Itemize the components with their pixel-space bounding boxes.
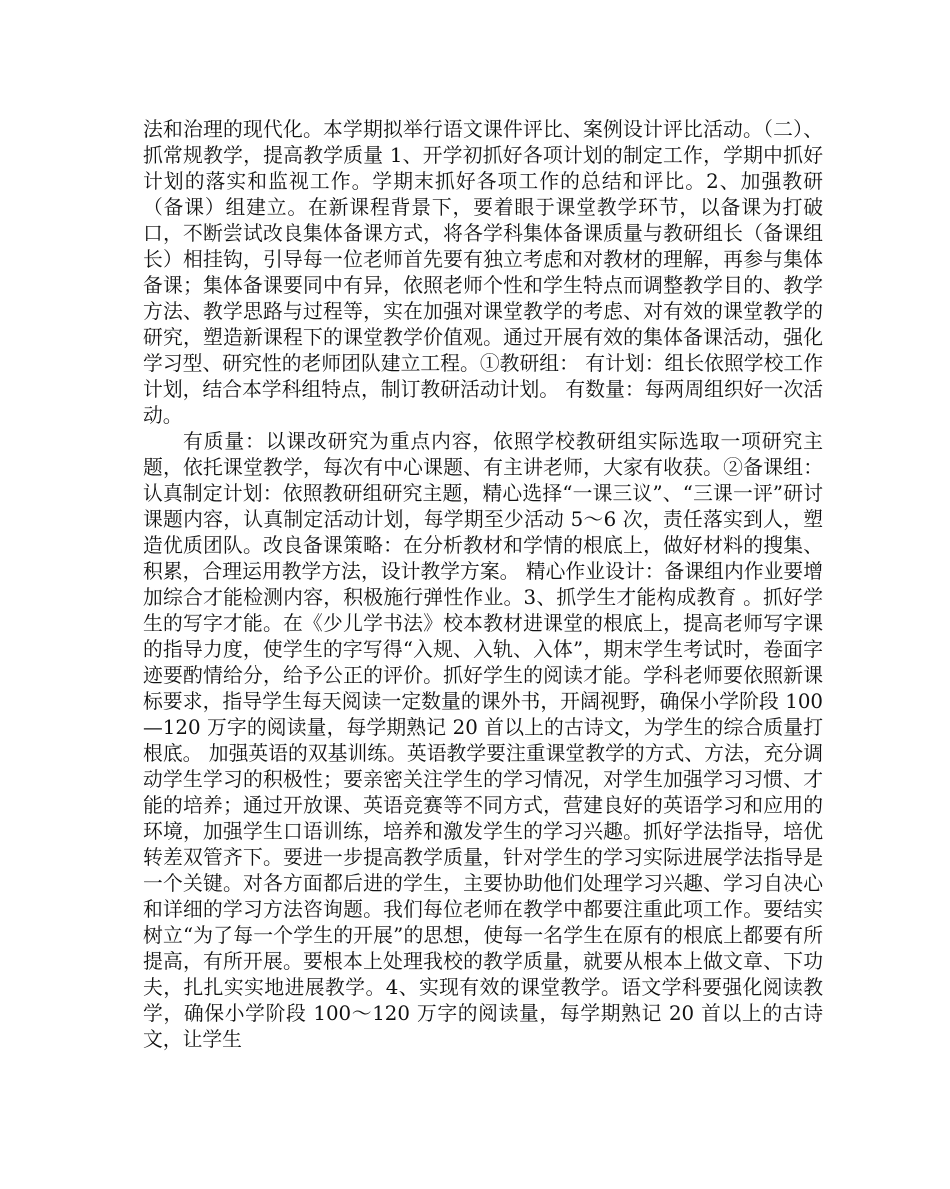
paragraph-2: 有质量：以课改研究为重点内容，依照学校教研组实际选取一项研究主题，依托课堂教学，每次有中心课题、有主讲老师，大家有收获。②备课组： 认真制定计划：依照教研组研究主题，精心选择“一课三议”、“三课一评”研讨课题内容，认真制定活动计划，每学期至少活动 5～6 次，责任落实到人，塑造优质团队。改良备课策略：在分析教材和学情的根底上，做好材料的搜集、积累，合理运用教学方法，设计教学方案。 精心作业设计：备课组内作业要增加综合才能检测内容，积极施行弹性作业。3、抓学生才能构成教育 。抓好学生的写字才能。在《少儿学书法》校本教材进课堂的根底上，提高老师写字课的指导力度，使学生的字写得“入规、入轨、入体”，期末学生考试时，卷面字迹要酌情给分，给予公正的评价。抓好学生的阅读才能。学科老师要依照新课标要求，指导学生每天阅读一定数量的课外书，开阔视野，确保小学阶段 100—120 万字的阅读量，每学期熟记 20 首以上的古诗文，为学生的综合质量打根底。 加强英语的双基训练。英语教学要注重课堂教学的方式、方法，充分调动学生学习的积极性；要亲密关注学生的学习情况，对学生加强学习习惯、才能的培养；通过开放课、英语竞赛等不同方式，营建良好的英语学习和应用的环境，加强学生口语训练，培养和激发学生的学习兴趣。抓好学法指导，培优转差双管齐下。要进一步提高教学质量，针对学生的学习实际进展学法指导是一个关键。对各方面都后进的学生，主要协助他们处理学习兴趣、学习自决心和详细的学习方法咨询题。我们每位老师在教学中都要注重此项工作。要结实树立“为了每一个学生的开展”的思想，使每一名学生在原有的根底上都要有所提高，有所开展。要根本上处理我校的教学质量，就要从根本上做文章、下功夫，扎扎实实地进展教学。4、实现有效的课堂教学。语文学科要强化阅读教学，确保小学阶段 100～120 万字的阅读量，每学期熟记 20 首以上的古诗文，让学生 xyxy=(143,430,823,1051)
document-page xyxy=(143,117,823,1053)
paragraph-1: 法和治理的现代化。本学期拟举行语文课件评比、案例设计评比活动。（二）、抓常规教学，提高教学质量 1、开学初抓好各项计划的制定工作，学期中抓好计划的落实和监视工作。学期末抓好各项工作的总结和评比。2、加强教研（备课）组建立。在新课程背景下，要着眼于课堂教学环节，以备课为打破口，不断尝试改良集体备课方式，将各学科集体备课质量与教研组长（备课组长）相挂钩，引导每一位老师首先要有独立考虑和对教材的理解，再参与集体备课；集体备课要同中有异，依照老师个性和学生特点而调整教学目的、教学方法、教学思路与过程等，实在加强对课堂教学的考虑、对有效的课堂教学的研究，塑造新课程下的课堂教学价值观。通过开展有效的集体备课活动，强化学习型、研究性的老师团队建立工程。①教研组： 有计划：组长依照学校工作计划，结合本学科组特点，制订教研活动计划。 有数量：每两周组织好一次活动。 xyxy=(143,118,823,427)
